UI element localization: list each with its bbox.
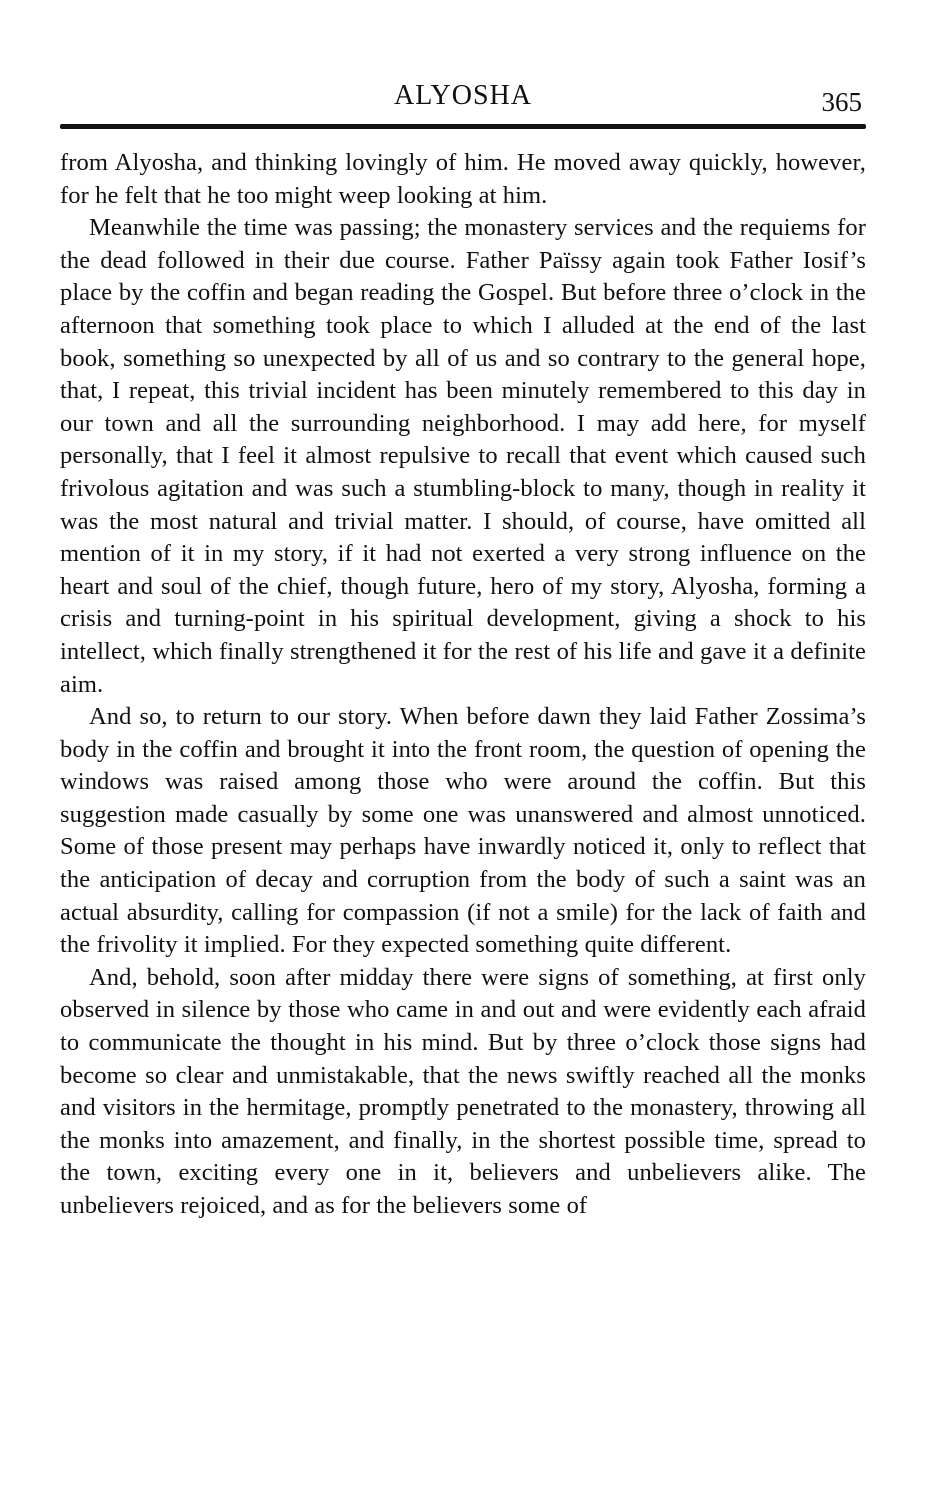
running-title: ALYOSHA (394, 80, 532, 111)
paragraph-continued: from Alyosha, and thinking lovingly of him. He moved away quickly, however, for he felt that he too might weep looking at him. (60, 149, 866, 209)
paragraph: And, behold, soon after midday there were signs of something, at first only observed in silence by those who came in and out and were evidently each afraid to communicate the thought in his mind. But by three o’clock those signs had become so clear and unmistakable, that the news swiftly reached all the monks and visitors in the hermitage, promptly penetrated to the monastery, throwing all the monks into amazement, and finally, in the shortest possible time, spread to the town, exciting every one in it, believers and unbelievers alike. The unbelievers rejoiced, and as for the believers some of (60, 963, 866, 1219)
paragraph: Meanwhile the time was passing; the monastery services and the requiems for the dead followed in their due course. Father Païssy again took Father Iosif’s place by the coffin and began reading the Gospel. But before three o’clock in the afternoon that something took place to which I alluded at the end of the last book, something so unexpected by all of us and so contrary to the general hope, that, I repeat, this trivial incident has been minutely remembered to this day in our town and all the surrounding neighborhood. I may add here, for myself personally, that I feel it almost repulsive to recall that event which caused such frivolous agitation and was such a stumbling-block to many, though in reality it was the most natural and trivial matter. I should, of course, have omitted all mention of it in my story, if it had not exerted a very strong influence on the heart and soul of the chief, though future, hero of my story, Alyosha, forming a crisis and turning-point in his spiritual development, giving a shock to his intellect, which finally strengthened it for the rest of his life and gave it a definite aim. (60, 214, 866, 698)
page-number: 365 (821, 87, 862, 117)
paragraph: And so, to return to our story. When before dawn they laid Father Zossima’s body in the coffin and brought it into the front room, the question of opening the windows was raised among those who were around the coffin. But this suggestion made casually by some one was unanswered and almost unnoticed. Some of those present may perhaps have inwardly noticed it, only to reflect that the anticipation of decay and corruption from the body of such a saint was an actual absurdity, calling for compassion (if not a smile) for the lack of faith and the frivolity it implied. For they expected something quite different. (60, 703, 866, 959)
running-head (60, 76, 866, 116)
body-text (60, 147, 866, 1223)
book-page (60, 76, 866, 1416)
header-rule (60, 124, 866, 129)
